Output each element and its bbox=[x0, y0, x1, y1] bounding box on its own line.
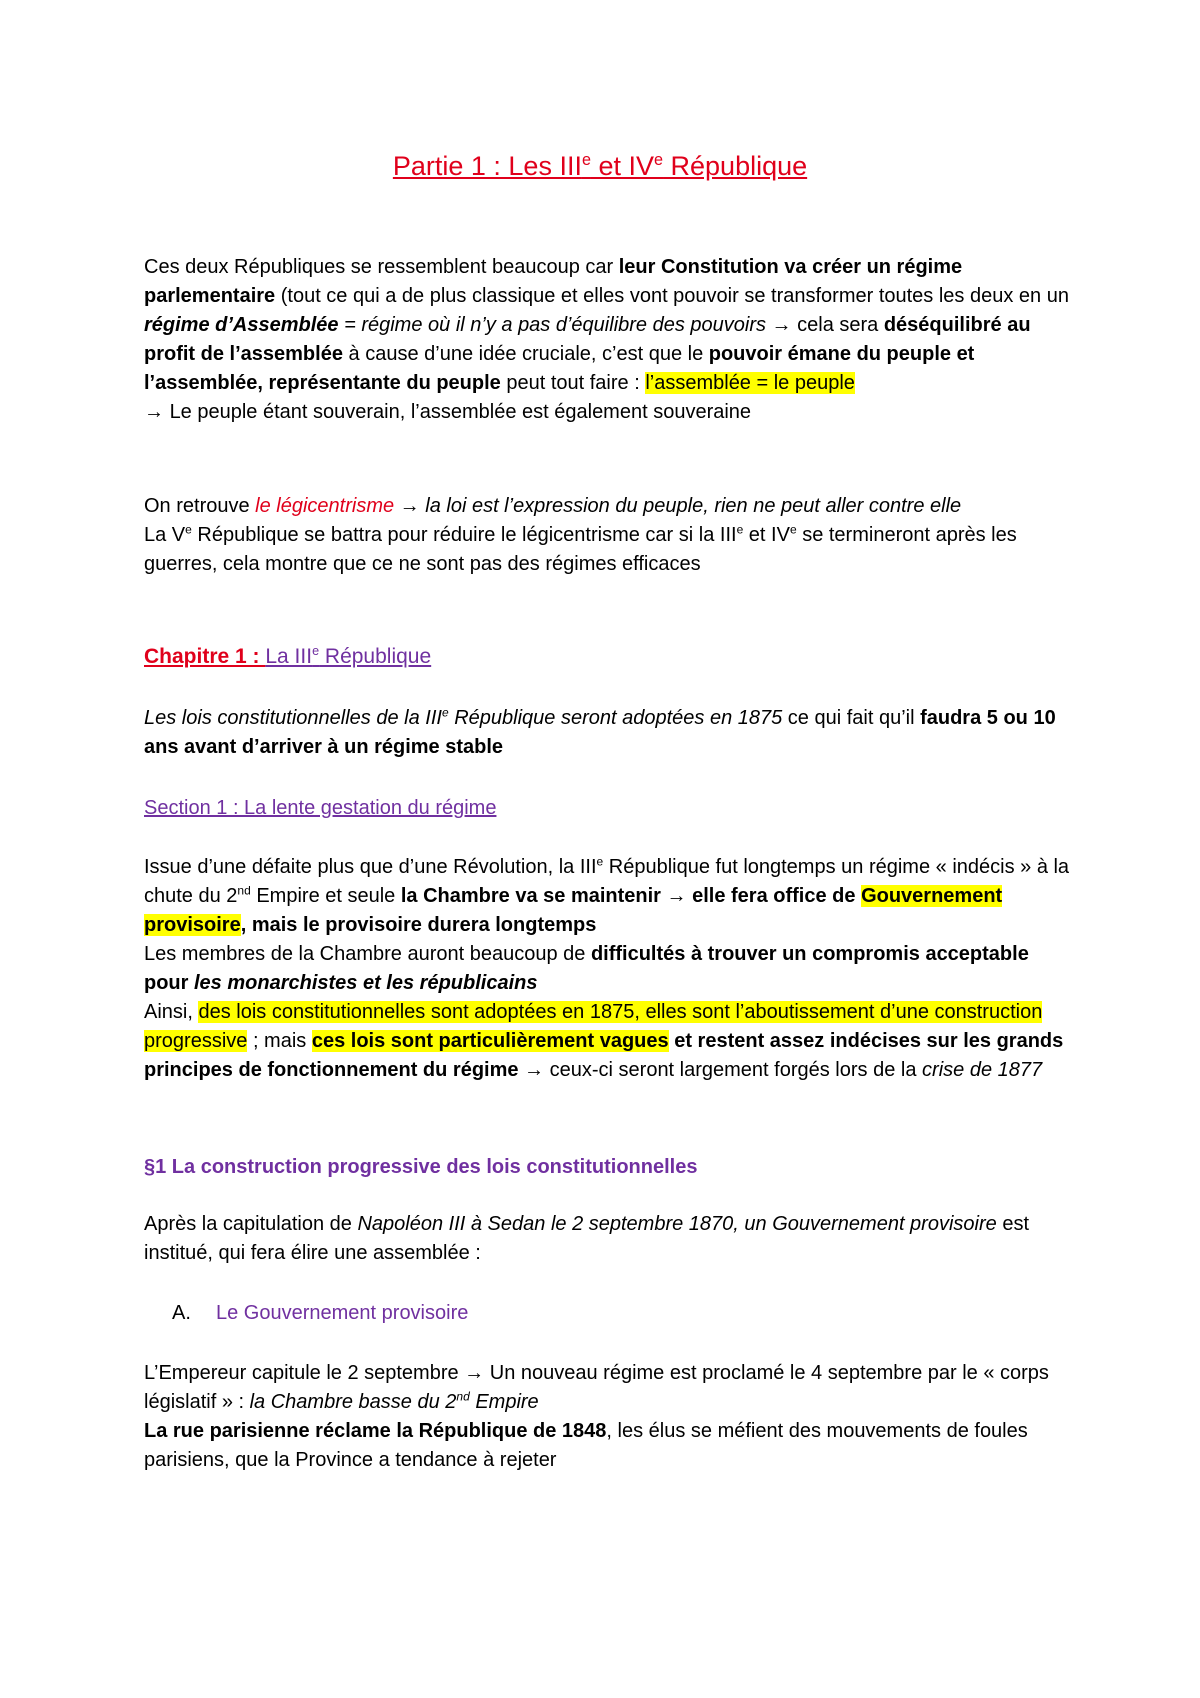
bold-text: elle fera office de bbox=[692, 885, 862, 907]
italic-text: = régime où il n’y a pas d’équilibre des pouvoirs bbox=[338, 314, 766, 336]
paragraph-heading-text: §1 La construction progressive des lois constitutionnelles bbox=[144, 1156, 698, 1178]
text-run: Les membres de la Chambre auront beaucoup de bbox=[144, 943, 591, 965]
red-italic-text: le légicentrisme bbox=[255, 495, 395, 517]
chapter-label: Chapitre 1 : bbox=[144, 645, 266, 668]
subheading-a bbox=[172, 1299, 1072, 1328]
subA-paragraph bbox=[144, 1359, 1074, 1475]
text-run: Empire bbox=[469, 1391, 539, 1413]
text-run: Ainsi, bbox=[144, 1001, 199, 1023]
superscript: e bbox=[441, 705, 449, 720]
text-run: est institué, qui fera élire une assemblée : bbox=[144, 1213, 1030, 1264]
highlighted-text: ces lois sont particulièrement vagues bbox=[311, 1030, 669, 1052]
para1-paragraph bbox=[144, 1210, 1074, 1268]
text-run: cela sera bbox=[797, 314, 884, 336]
title-text: et IV bbox=[590, 151, 654, 181]
text-run: Après la capitulation de bbox=[144, 1213, 358, 1235]
title-text: Partie 1 : Les III bbox=[392, 151, 582, 181]
arrow-icon: → bbox=[394, 495, 426, 517]
text-run: République bbox=[319, 645, 432, 668]
text-run: ; mais bbox=[247, 1030, 312, 1052]
section-heading-text: Section 1 : La lente gestation du régime bbox=[144, 797, 497, 819]
highlighted-text: des lois constitutionnelles sont adoptées en 1875, elles sont l’aboutissement d’une construction progressive bbox=[144, 1001, 1043, 1052]
italic-text: crise de 1877 bbox=[922, 1059, 1043, 1081]
intro-paragraph bbox=[144, 253, 1074, 427]
paragraph-heading bbox=[144, 1153, 1074, 1182]
bold-text: déséquilibré au profit de l’assemblée bbox=[144, 314, 1031, 365]
legicentrisme-paragraph bbox=[144, 492, 1074, 579]
text-run: , les élus se méfient des mouvements de foules parisiens, que la Province a tendance à rejeter bbox=[144, 1420, 1028, 1471]
arrow-icon: → bbox=[766, 314, 798, 336]
bold-text: leur Constitution va créer un régime parlementaire bbox=[144, 256, 963, 307]
text-run: On retrouve bbox=[144, 495, 256, 517]
text-run: Un nouveau régime est proclamé le 4 septembre par le « corps législatif » : bbox=[144, 1362, 1049, 1413]
text-run: se termineront après les guerres, cela montre que ce ne sont pas des régimes efficaces bbox=[144, 524, 1017, 575]
highlighted-text: l’assemblée = le peuple bbox=[645, 372, 855, 394]
text-run: République seront adoptées en 1875 bbox=[448, 707, 783, 729]
section-heading bbox=[144, 794, 1074, 823]
bold-italic-text: régime d’Assemblée bbox=[144, 314, 339, 336]
title-sup: e bbox=[581, 151, 591, 169]
chapter-heading bbox=[144, 642, 1074, 671]
arrow-icon: → bbox=[518, 1059, 550, 1081]
text-run: (tout ce qui a de plus classique et elles vont pouvoir se transformer toutes les deux en un bbox=[275, 285, 1069, 307]
text-run: République fut longtemps un régime « indécis » à la chute du 2 bbox=[144, 856, 1070, 907]
italic-text bbox=[250, 1391, 539, 1413]
bold-text: pouvoir émane du peuple et l’assemblée, représentante du peuple bbox=[144, 343, 975, 394]
superscript: e bbox=[312, 644, 320, 658]
title-text: République bbox=[663, 151, 808, 181]
bold-text: , mais le provisoire durera longtemps bbox=[240, 914, 597, 936]
bold-text: et restent assez indécises sur les grands principes de fonctionnement du régime bbox=[144, 1030, 1064, 1081]
text-run: Empire et seule bbox=[250, 885, 401, 907]
text-run: peut tout faire : bbox=[500, 372, 646, 394]
text-run: Ces deux Républiques se ressemblent beaucoup car bbox=[144, 256, 619, 278]
text-run: Issue d’une défaite plus que d’une Révolution, la III bbox=[144, 856, 597, 878]
arrow-icon: → bbox=[660, 885, 693, 907]
text-run: et IV bbox=[743, 524, 790, 546]
text-run: Le peuple étant souverain, l’assemblée est également souveraine bbox=[169, 401, 752, 423]
text-run: La III bbox=[265, 645, 313, 668]
italic-text: la loi est l’expression du peuple, rien ne peut aller contre elle bbox=[425, 495, 962, 517]
superscript: nd bbox=[237, 883, 251, 898]
section1-paragraph bbox=[144, 853, 1074, 1085]
superscript: e bbox=[596, 854, 604, 869]
text-run: ce qui fait qu’il bbox=[782, 707, 921, 729]
highlighted-text: Gouvernement provisoire bbox=[144, 885, 1003, 936]
bold-text: la Chambre va se maintenir bbox=[400, 885, 661, 907]
bold-text: La rue parisienne réclame la République de 1848 bbox=[144, 1420, 607, 1442]
arrow-icon: → bbox=[144, 401, 170, 423]
text-run: Les lois constitutionnelles de la III bbox=[144, 707, 442, 729]
subheading-text: Le Gouvernement provisoire bbox=[216, 1302, 469, 1324]
text-run: République se battra pour réduire le légicentrisme car si la III bbox=[191, 524, 737, 546]
title-sup: e bbox=[654, 151, 664, 169]
bold-italic-text: les monarchistes et les républicains bbox=[194, 972, 538, 994]
chapter-name bbox=[265, 645, 431, 668]
text-run: la Chambre basse du 2 bbox=[249, 1391, 457, 1413]
arrow-icon: → bbox=[458, 1362, 490, 1384]
italic-text: Napoléon III à Sedan le 2 septembre 1870, un Gouvernement provisoire bbox=[357, 1213, 997, 1235]
bold-text: difficultés à trouver un compromis acceptable pour bbox=[144, 943, 1029, 994]
page-title bbox=[0, 148, 1200, 184]
superscript: e bbox=[185, 522, 192, 537]
text-run: ceux-ci seront largement forgés lors de la bbox=[549, 1059, 923, 1081]
list-marker: A. bbox=[172, 1302, 191, 1324]
superscript: e bbox=[789, 522, 797, 537]
text-run: La V bbox=[144, 524, 186, 546]
chapter-intro-paragraph bbox=[144, 704, 1074, 762]
superscript: e bbox=[736, 522, 744, 537]
text-run: à cause d’une idée cruciale, c’est que le bbox=[342, 343, 709, 365]
text-run: L’Empereur capitule le 2 septembre bbox=[144, 1362, 459, 1384]
bold-text: faudra 5 ou 10 ans avant d’arriver à un régime stable bbox=[144, 707, 1056, 758]
superscript: nd bbox=[456, 1389, 470, 1404]
italic-text bbox=[144, 707, 782, 729]
